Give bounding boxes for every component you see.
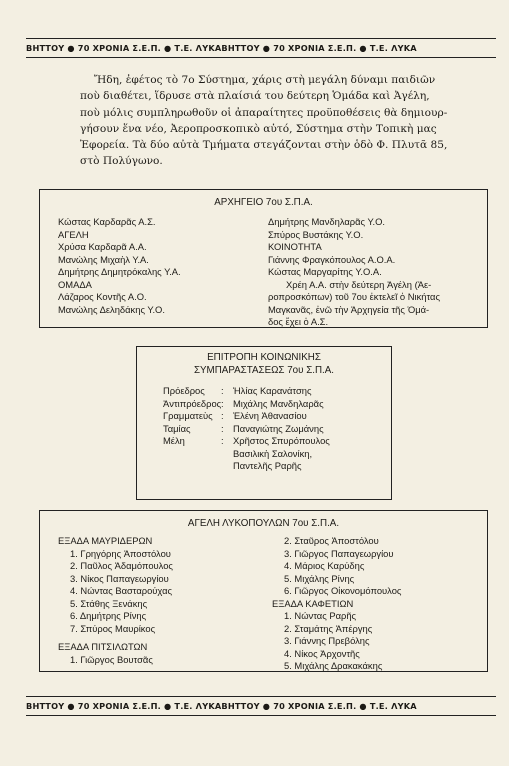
intro-line: Ἐφορεία. Τὰ δύο αὐτὰ Τμήματα στεγάζονται στὴν ὁδὸ Φ. Πλυτᾶ 85,: [80, 139, 448, 152]
committee-roles: [163, 385, 330, 473]
colon: :: [221, 397, 224, 409]
archigeio-note-line: Μαγκανᾶς, ἐνῶ τὴν Ἀρχηγεία τῆς Ὁμά-: [268, 303, 430, 315]
committee-role-row: [163, 423, 330, 436]
agele-group-title: ΕΞΑΔΑ ΠΙΤΣΙΛΩΤΩΝ: [58, 641, 148, 652]
colon: :: [221, 410, 224, 421]
colon: :: [221, 435, 224, 446]
agele-member: 3. Νίκος Παπαγεωργίου: [70, 572, 169, 584]
agele-member: 4. Νίκος Ἀρχοντῆς: [284, 647, 360, 659]
committee-member-name: Χρῆστος Σπυρόπουλος: [233, 435, 330, 446]
committee-role-row: [163, 398, 330, 411]
committee-extra-member: Παντελῆς Ραρῆς: [233, 460, 302, 471]
agele-member: 3. Γιάννης Πρεβόλης: [284, 635, 370, 646]
agele-box: [39, 510, 488, 672]
archigeio-note-line: ροπροσκόπων) τοῦ 7ου ἐκτελεῖ ὁ Νικήτας: [268, 291, 440, 302]
committee-role: Γραμματεὺς: [163, 410, 213, 421]
agele-member: 5. Μιχάλης Ρίνης: [284, 572, 355, 584]
committee-role-row: [163, 410, 330, 423]
archigeio-right-column: [268, 216, 476, 329]
intro-line: γήσουν ἕνα νέο, Ἀεροπροσκοπικὸ αὐτό, Σύστημα στὴν Τοπικὴ μας: [80, 122, 437, 135]
committee-role-row: [163, 385, 330, 398]
archigeio-note-line: δος ἔχει ὁ Α.Σ.: [268, 316, 329, 327]
committee-box: [136, 346, 392, 500]
agele-right-column: [272, 535, 401, 673]
agele-member: 7. Σπύρος Μαυρίκος: [70, 622, 156, 634]
archigeio-left-line: Κώστας Καρδαρᾶς Α.Σ.: [58, 216, 156, 227]
archigeio-right-line: Γιάννης Φραγκόπουλος Α.Ο.Α.: [268, 253, 396, 265]
archigeio-left-column: [58, 216, 181, 316]
committee-member-name: Ἐλένη Ἀθανασίου: [233, 410, 307, 421]
agele-group-title: ΕΞΑΔΑ ΚΑΦΕΤΙΩΝ: [272, 597, 354, 609]
committee-role: Μέλη: [163, 435, 185, 446]
agele-member: 3. Γιῶργος Παπαγεωργίου: [284, 547, 394, 559]
agele-member: 2. Σταμάτης Ἀπέργης: [284, 622, 373, 634]
committee-extra-member: Βασιλικὴ Σαλονίκη,: [233, 447, 313, 459]
archigeio-left-line: ΟΜΑΔΑ: [58, 278, 92, 290]
archigeio-left-line: Χρύσα Καρδαρᾶ Α.Α.: [58, 241, 147, 252]
archigeio-right-line: Δημήτρης Μανδηλαρᾶς Υ.Ο.: [268, 216, 386, 227]
committee-title-line2: ΣΥΜΠΑΡΑΣΤΑΣΕΩΣ 7ου Σ.Π.Α.: [193, 364, 335, 376]
agele-member: 5. Μιχάλης Δρακακάκης: [284, 660, 383, 671]
committee-member-name: Ἠλίας Καρανάτσης: [233, 385, 312, 396]
archigeio-left-line: Μανώλης Δεληδάκης Υ.Ο.: [58, 303, 165, 315]
archigeio-left-line: Δημήτρης Δημητρόκαλης Υ.Α.: [58, 266, 181, 277]
intro-line: στὸ Πολύγωνο.: [80, 155, 163, 168]
intro-line: ποὺ μόλις συμπληρωθοῦν οἱ ἀπαραίτητες προϋποθέσεις θὰ δημιουρ-: [80, 106, 448, 119]
agele-group-title: ΕΞΑΔΑ ΜΑΥΡΙΔΕΡΩΝ: [58, 535, 153, 546]
committee-member-name: Παναγιώτης Ζωμάνης: [233, 422, 324, 434]
agele-member: 2. Σταῦρος Ἀποστόλου: [284, 535, 379, 546]
colon: :: [221, 422, 224, 434]
intro-line: ποὺ διαθέτει, ἵδρυσε στὰ πλαίσιά του δεύτερη Ὁμάδα καὶ Ἀγέλη,: [80, 90, 430, 103]
archigeio-box: [39, 189, 488, 328]
committee-role-row: [163, 435, 330, 448]
header-band: ΒΗΤΤΟΥ ● 70 ΧΡΟΝΙΑ Σ.Ε.Π. ● Τ.Ε. ΛΥΚΑΒΗΤΤΟΥ ● 70 ΧΡΟΝΙΑ Σ.Ε.Π. ● Τ.Ε. ΛΥΚΑ: [26, 38, 496, 58]
intro-paragraph: [80, 72, 472, 170]
agele-member: 1. Νώντας Ραρῆς: [284, 610, 357, 621]
committee-role: Ἀντιπρόεδρος: [163, 397, 222, 409]
archigeio-right-line: Σπύρος Βυστάκης Υ.Ο.: [268, 228, 364, 240]
archigeio-left-line: ΑΓΕΛΗ: [58, 228, 89, 240]
colon: :: [221, 385, 224, 396]
archigeio-note-line: Χρέη Α.Α. στὴν δεύτερη Ἀγέλη (Ἀε-: [286, 278, 432, 290]
agele-member: 1. Γρηγόρης Ἀποστόλου: [70, 547, 171, 559]
agele-member: 2. Παῦλος Ἀδαμόπουλος: [70, 560, 173, 571]
committee-title-line1: ΕΠΙΤΡΟΠΗ ΚΟΙΝΩΝΙΚΗΣ: [207, 352, 321, 363]
committee-role: Ταμίας: [163, 422, 191, 434]
archigeio-left-line: Μανώλης Μιχαὴλ Υ.Α.: [58, 253, 149, 265]
agele-member: 1. Γιῶργος Βουτσᾶς: [70, 653, 153, 665]
agele-left-column: [58, 535, 173, 666]
agele-member: 6. Δημήτρης Ρίνης: [70, 610, 147, 621]
agele-member: 4. Νώντας Βασταρούχας: [70, 585, 173, 596]
agele-member: 4. Μάριος Καρύδης: [284, 560, 365, 571]
footer-band: ΒΗΤΤΟΥ ● 70 ΧΡΟΝΙΑ Σ.Ε.Π. ● Τ.Ε. ΛΥΚΑΒΗΤΤΟΥ ● 70 ΧΡΟΝΙΑ Σ.Ε.Π. ● Τ.Ε. ΛΥΚΑ: [26, 696, 496, 716]
agele-member: 5. Στάθης Ξενάκης: [70, 597, 148, 609]
committee-member-name: Μιχάλης Μανδηλαρᾶς: [233, 397, 324, 409]
archigeio-left-line: Λάζαρος Κοντῆς Α.Ο.: [58, 291, 147, 302]
archigeio-right-line: Κώστας Μαργαρίτης Υ.Ο.Α.: [268, 266, 382, 277]
committee-role: Πρόεδρος: [163, 385, 205, 396]
agele-title: ΑΓΕΛΗ ΛΥΚΟΠΟΥΛΩΝ 7ου Σ.Π.Α.: [187, 518, 340, 529]
intro-line: Ἤδη, ἐφέτος τὸ 7ο Σύστημα, χάρις στὴ μεγάλη δύναμι παιδιῶν: [94, 74, 436, 86]
agele-member: 6. Γιῶργος Οἰκονομόπουλος: [284, 585, 402, 596]
archigeio-right-line: ΚΟΙΝΟΤΗΤΑ: [268, 241, 322, 252]
archigeio-title: ΑΡΧΗΓΕΙΟ 7ου Σ.Π.Α.: [214, 197, 313, 208]
